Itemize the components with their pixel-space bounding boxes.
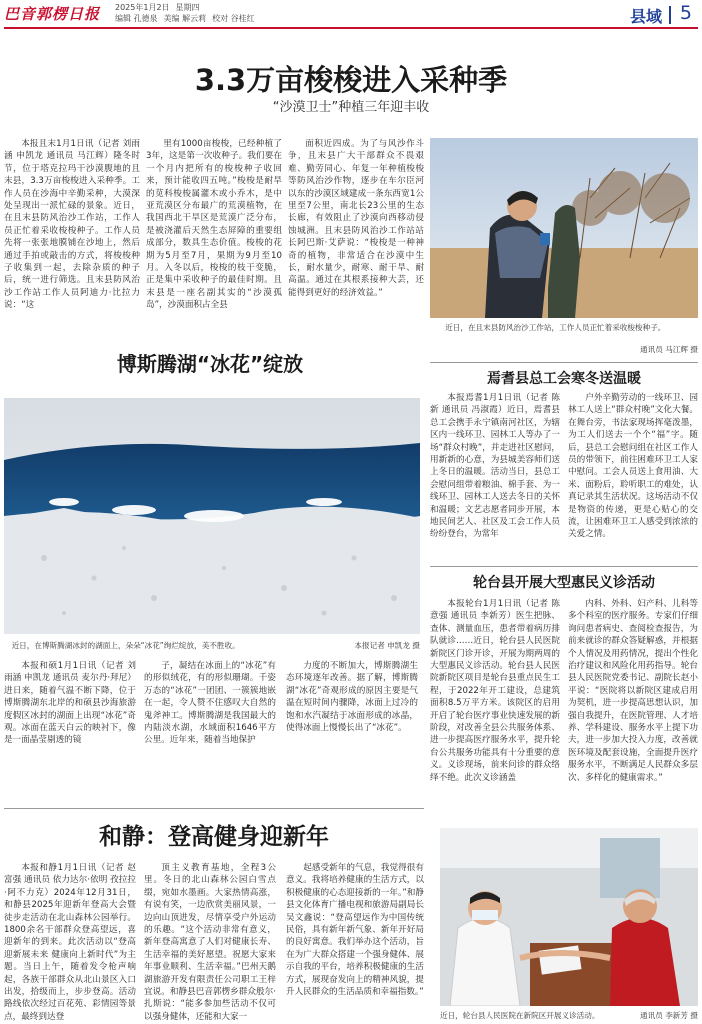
article2-text-2: 子，凝结在冰面上的“冰花”有的形似绒花，有的形似珊瑚。千姿万态的“冰花”一团团、一簇簇地嵌在一起，令人赞不住感叹大自然的鬼斧神工。博斯腾湖是我国最大的内陆淡水湖，水域面积1646平方公里。近年来，随着当地保护 [144, 661, 276, 746]
seed-harvest-caption-text: 近日，在且末县防风治沙工作站，工作人员正忙着采收梭梭种子。 [445, 323, 666, 332]
article5-text-3: 起感受新年的气息，我觉得很有意义。我将培养健康的生活方式，以积极健康的心态迎接新的一年。”和静县文化体育广播电视和旅游局副局长吴文鑫说：“登高望远作为中国传统民俗，具有新年新气象、新年开好局的良好寓意。我们举办这个活动，旨在为广大群众搭建一个强身健体、展示自我的平台，培养积极健康的生活方式，展现奋发向上的精神风貌，提升人民群众的生活品质和幸福指数。” [286, 863, 424, 998]
article1-text-2: 里有1000亩梭梭，已经种植了3年，这是第一次收种子。我们要在一个月内把所有的梭梭种子收回来，预计能收四五吨。”梭梭是耐旱的苋科梭梭属灌木或小乔木，是中亚荒漠区分布最广的荒漠植物，在我国西北干旱区是荒漠广泛分布，是被浇灌后天然生态屏障的重要组成部分，数具生态价值。梭梭的花期为5月至7月，果期为9月至10月。入冬以后，梭梭的枝干变脆，正是集中采收种子的最佳时期。且末县是一座名副其实的“沙漠孤岛”，沙漠面积占全县 [146, 139, 282, 311]
section-name: 县域 [629, 7, 662, 26]
ice-flower-photo [4, 398, 420, 634]
article2-text-3: 力度的不断加大，博斯腾湖生态环境逐年改善。据了解，博斯腾湖“冰花”奇观形成的原因主要是气温在短时间内骤降，冰面上过冷的饱和水汽凝结于冰面形成的冰晶，使得冰面上慢慢长出了“冰花”。 [286, 661, 418, 734]
divider-article5 [4, 808, 424, 809]
article5-column-1 [4, 862, 136, 1022]
ice-flower-credit: 本报记者 申凯龙 摄 [354, 641, 420, 650]
clinic-credit: 通讯员 李新芳 摄 [640, 1011, 698, 1020]
article5-text-1: 本报和静1月1日讯（记者 赵富强 通讯员 依力达尔·依明 孜拉拉·阿不力克）2024年12月31日，和静县2025年迎新年登高大会暨徒步走活动在北山森林公园举行。1800余名干部群众登高望远，喜迎新年的到来。此次活动以“登高迎新展未来 健康向上新时代”为主题。当日上午，随着发令枪声响起，各族干部群众从北山景区入口出发，拾级而上，步步登高。活动路线依次经过百花苑、彩情园等景点，最终到达登 [4, 863, 136, 1022]
issue-date: 2025年1月2日 [115, 3, 170, 12]
article3-text-1: 本报焉耆1月1日讯（记者 陈新 通讯员 冯淑霞）近日，焉耆县总工会携手永宁镇南河社区，为辖区内一线环卫、园林工人等办了一场“群众村晚”，并走进社区慰问，用新新的心意，为县城美容师们送上冬日的温暖。活动当日，县总工会慰问组带着粮油、棉手套、为一线环卫、园林工人送去冬日的关怀和温暖；文艺志愿者同步开展，本地民间艺人、社区及工会工作人员纷纷登台，为常年 [430, 393, 560, 540]
masthead-info [115, 2, 261, 24]
article4-text-1: 本报轮台1月1日讯（记者 陈意强 通讯员 李新芳）医生把脉、查体、测量血压，患者带着病历排队就诊……近日，轮台县人民医院新院区门诊开诊，开展为期两周的大型惠民义诊活动。轮台县人民医院新院区项目是轮台县重点民生工程，于2022年开工建设，总建筑面积8.5万平方米。该院区的启用开启了轮台医疗事业快速发展的新阶段，对改善全县公共服务体系、进一步提高医疗服务水平，提升轮台公共服务功能具有十分重要的意义。义诊现场，前来问诊的群众络绎不绝。此次义诊涵盖 [430, 599, 560, 783]
article2-column-3 [286, 660, 418, 800]
divider-article3 [430, 362, 698, 363]
article5-title: 和静：登高健身迎新年 [99, 824, 329, 850]
newspaper-logo: 巴音郭楞日报 [4, 5, 101, 23]
article4-title: 轮台县开展大型惠民义诊活动 [473, 575, 655, 591]
article1-column-3 [288, 138, 424, 336]
divider-article4 [430, 566, 698, 567]
article3-column-2 [568, 392, 698, 560]
article5-column-3 [286, 862, 424, 1022]
article2-title: 博斯腾湖“冰花”绽放 [116, 352, 304, 376]
article1-subtitle: “沙漠卫士”种植三年迎丰收 [272, 100, 430, 115]
article5-text-2: 顶主义教育基地，全程3公里。冬日的北山森林公园白雪点缀，宛如水墨画。大家热情高涨，有说有笑，一边欣赏美丽风景，一边向山顶进发，尽情享受户外运动的乐趣。“这个活动非常有意义，新年登高寓意了人们对健康长寿、生活幸福的美好愿望。祝愿大家来年事业顺利、生活幸福。”巴州天鹅湖旅游开发有限责任公司职工王梓宜说。和静县巴音郭楞乡群众般尔·扎斯说：“能多参加些活动不仅可以强身健体，还能和大家一 [144, 863, 276, 1022]
clinic-photo [440, 828, 698, 1006]
article1-title: 3.3万亩梭梭进入采种季 [194, 63, 508, 97]
article4-column-1 [430, 598, 560, 820]
article3-text-2: 户外辛勤劳动的一线环卫、园林工人送上“群众村晚”文化大餐。在舞台旁，书法家现场挥毫泼墨，为工人们送去一个个“福”字。随后，县总工会慰问组在社区工作人员的带领下，前往困难环卫工人家中慰问。工会人员送上食用油、大米、面粉后，聆听职工的难处，认真记录其生活状况。这场活动不仅是物资的传递，更是心贴心的交流，让困难环卫工人感受到浓浓的关爱之情。 [568, 393, 698, 540]
article1-text-1: 本报且末1月1日讯（记者 刘雨涵 申凯龙 通讯员 马江辉）隆冬时节，位于塔克拉玛干沙漠腹地的且末县，3.3万亩梭梭进入采种季。工作人员在沙海中辛勤采种，大漠深处呈现出一派忙碌的景象。近日，在且末县防风治沙工作站，工作人员正忙着采收梭梭种子。工作人员先将一张张地膜铺在沙地上，然后通过手拍或敲击的方式，将梭梭种子收集到一起，去除杂质的种子后，统一进行筛选。且末县防风治沙工作站工作人员阿迪力·比拉力说：“这 [4, 139, 140, 311]
masthead-rule [4, 27, 698, 29]
clinic-caption: 近日，轮台县人民医院在新院区开展义诊活动。 [440, 1011, 600, 1020]
article2-column-2 [144, 660, 276, 800]
article1-column-2 [146, 138, 282, 336]
proofreader-credit: 校对 谷桂红 [212, 14, 255, 23]
designer-credit: 美编 解云莉 [163, 14, 207, 23]
seed-harvest-caption [430, 322, 698, 333]
page-separator [669, 6, 671, 24]
article5-column-2 [144, 862, 276, 1022]
article4-text-2: 内科、外科、妇产科、儿科等多个科室的医疗服务。专家们仔细询问患者病史、查阅检查报告，为前来就诊的群众答疑解惑，并根据个人情况及用药情况，提出个性化治疗建议和风险化用药指导。轮台县人民医院党委书记、副院长赵小平说：“医院将以新院区建成启用为契机，进一步提高思想认识，加强自我提升，在医院管理、人才培养、学科建设、服务水平上提下功夫，进一步加大投入力度，改善就医环境及配套设施，全面提升医疗服务水平，不断满足人民群众多层次、多样化的健康需求。” [568, 599, 698, 783]
article3-column-1 [430, 392, 560, 560]
article2-text-1: 本报和硕1月1日讯（记者 刘雨涵 申凯龙 通讯员 麦尔丹·拜尼）进日来，随着气温不断下降，位于博斯腾湖东北岸的和硕县沙海旅游度假区冰封的湖面上出现“冰花”奇观。冰面在蓝天白云的映衬下，像是一面晶莹剔透的镜 [4, 661, 136, 746]
editor-credit: 编辑 孔德泉 [115, 14, 158, 23]
seed-harvest-credit: 通讯员 马江辉 摄 [640, 345, 698, 354]
seed-harvest-photo [430, 138, 698, 318]
issue-weekday: 星期四 [175, 3, 200, 12]
article1-text-3: 面积近四成。为了与风沙作斗争，且末县广大干部群众不畏艰难、勤劳同心、年复一年种植梭梭等防风治沙作物，逐步在车尔臣河以东的沙漠区域建成一条东西宽1公里至7公里，南北长23公里的生态长廊，有效阻止了沙漠向西移动侵蚀城洲。且末县防风治沙工作站站长阿巴斯·艾萨说：“梭梭是一种神奇的植物，非常适合在沙漠中生长，耐水量少，耐寒、耐干旱、耐高温。通过在其根系接种大芸，还能得到更好的经济效益。” [288, 139, 424, 298]
article4-column-2 [568, 598, 698, 820]
article3-title: 焉耆县总工会寒冬送温暖 [487, 371, 641, 387]
article2-column-1 [4, 660, 136, 800]
ice-flower-caption: 近日，在博斯腾湖冰封的湖面上，朵朵“冰花”绚烂绽放，美不胜收。 [11, 641, 240, 650]
page-number: 5 [679, 2, 692, 24]
article1-column-1 [4, 138, 140, 336]
